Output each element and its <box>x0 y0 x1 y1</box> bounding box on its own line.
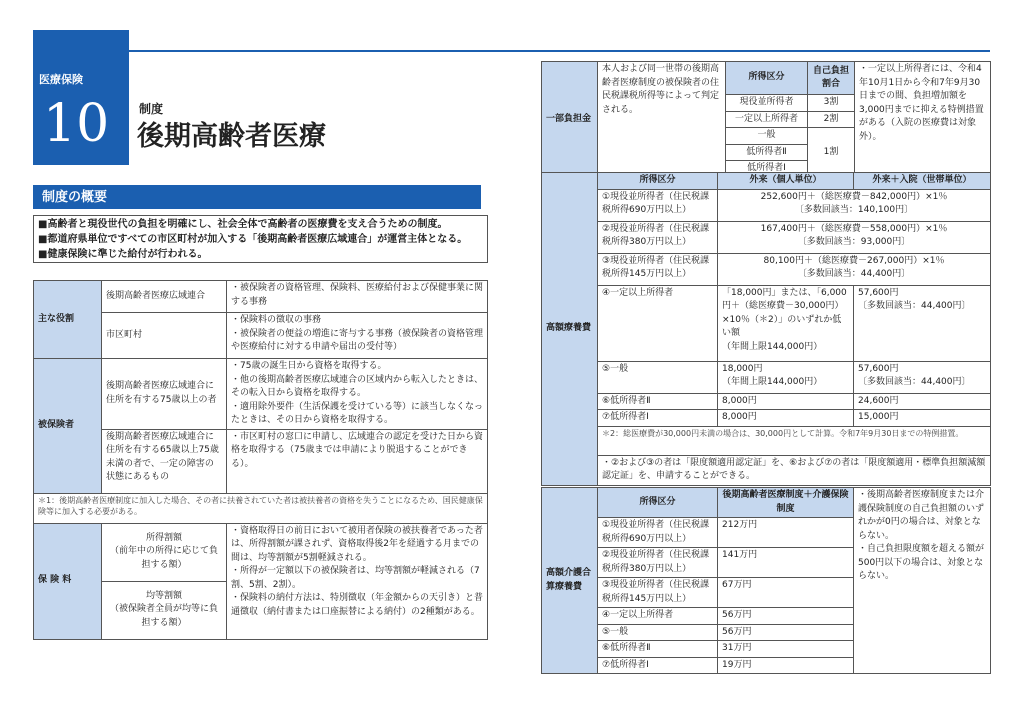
category-label: 医療保険 <box>39 73 83 86</box>
combined-amt: 31万円 <box>718 641 854 658</box>
copay-class: 一般 <box>726 128 808 145</box>
role-desc: ・保険料の徴収の事務 ・被保険者の便益の増進に寄与する事務（被保険者の資格管理や医療給付に対する申請や届出の受付等） <box>227 313 488 359</box>
role-name: 後期高齢者医療広域連合 <box>102 281 227 313</box>
highcost-out-header: 外来（個人単位） <box>718 173 854 190</box>
page-title: 後期高齢者医療 <box>137 121 326 152</box>
highcost-sub: 〔多数回該当：44,400円〕 <box>797 269 911 279</box>
combined-amt: 19万円 <box>718 657 854 674</box>
copay-class: 現役並所得者 <box>726 95 808 112</box>
insured-name: 後期高齢者医療広域連合に住所を有する65歳以上75歳未満の者で、一定の障害の状態にあるもの <box>102 429 227 493</box>
highcost-class-header: 所得区分 <box>598 173 718 190</box>
copay-class: 低所得者Ⅰ <box>726 161 808 178</box>
copay-note: ・一定以上所得者には、令和4年10月1日から令和7年9月30日までの間、負担増加額を3,000円までに抑える特例措置がある（入院の医療費は対象外）。 <box>855 62 991 178</box>
copay-table <box>541 61 991 178</box>
highcost-class: ⑦低所得者Ⅰ <box>598 410 718 427</box>
copay-intro: 本人および同一世帯の後期高齢者医療制度の被保険者の住民税課税所得等によって判定される。 <box>598 62 726 178</box>
highcost-class: ④一定以上所得者 <box>598 285 718 361</box>
highcost-out: 18,000円 （年間上限144,000円） <box>718 361 854 393</box>
role-label: 主な役割 <box>34 281 102 359</box>
overview-box <box>33 215 488 263</box>
combined-label: 高額介護合算療養費 <box>542 488 598 674</box>
role-desc: ・被保険者の資格管理、保険料、医療給付および保健事業に関する事務 <box>227 281 488 313</box>
highcost-out: 「18,000円」または、「6,000円＋（総医療費－30,000円）×10％（＊2）」のいずれか低い額 （年間上限144,000円） <box>718 285 854 361</box>
combined-amt: 141万円 <box>718 548 854 578</box>
highcost-out: 8,000円 <box>718 393 854 410</box>
combined-class: ③現役並所得者（住民税課税所得145万円以上） <box>598 578 718 608</box>
copay-label: 一部負担金 <box>542 62 598 178</box>
combined-note: ・後期高齢者医療制度または介護保険制度の自己負担額のいずれかが0円の場合は、対象とならない。 ・自己負担限度額を超える額が500円以下の場合は、対象とならない。 <box>854 488 991 674</box>
combined-amt: 56万円 <box>718 624 854 641</box>
copay-class: 低所得者Ⅱ <box>726 144 808 161</box>
highcost-all: 24,600円 <box>854 393 991 410</box>
copay-class: 一定以上所得者 <box>726 111 808 128</box>
page-subtitle: 制度 <box>139 102 164 116</box>
copay-rate-header: 自己負担割合 <box>808 62 855 95</box>
premium-name: 所得割額 （前年中の所得に応じて負担する額） <box>102 523 227 581</box>
highcost-all: 57,600円 〔多数回該当：44,400円〕 <box>854 285 991 361</box>
combined-class: ④一定以上所得者 <box>598 608 718 625</box>
highcost-sub: 〔多数回該当：93,000円〕 <box>797 237 911 247</box>
insured-note: ＊1：後期高齢者医療制度に加入した場合、その者に扶養されていた者は被扶養者の資格を失うことになるため、国民健康保険等に加入する必要がある。 <box>34 493 488 523</box>
combined-amt: 212万円 <box>718 518 854 548</box>
highcost-class: ⑤一般 <box>598 361 718 393</box>
highcost-class: ①現役並所得者（住民税課税所得690万円以上） <box>598 189 718 221</box>
combined-class: ⑤一般 <box>598 624 718 641</box>
highcost-table <box>541 172 991 486</box>
highcost-note: ＊2：総医療費が30,000円未満の場合は、30,000円として計算。令和7年9月30日までの特例措置。 <box>598 426 991 455</box>
highcost-note: ・②および③の者は「限度額適用認定証」を、⑥および⑦の者は「限度額適用・標準負担額減額認定証」を、申請することができる。 <box>598 455 991 485</box>
premium-name: 均等割額 （被保険者全員が均等に負担する額） <box>102 581 227 639</box>
overview-item: ■都道府県単位ですべての市区町村が加入する「後期高齢者医療広域連合」が運営主体となる。 <box>38 234 468 245</box>
highcost-sub: 〔多数回該当：140,100円〕 <box>794 205 914 215</box>
highcost-class: ③現役並所得者（住民税課税所得145万円以上） <box>598 253 718 285</box>
insured-desc: ・75歳の誕生日から資格を取得する。 ・他の後期高齢者医療広域連合の区域内から転入したときは、その転入日から資格を取得する。 ・適用除外要件（生活保護を受けている等）に該当しなくなったときは、その日から資格を取得する。 <box>227 359 488 430</box>
left-table <box>33 280 488 640</box>
combined-class: ②現役並所得者（住民税課税所得380万円以上） <box>598 548 718 578</box>
highcost-all: 57,600円 〔多数回該当：44,400円〕 <box>854 361 991 393</box>
combined-class: ⑦低所得者Ⅰ <box>598 657 718 674</box>
highcost-out: 8,000円 <box>718 410 854 427</box>
overview-heading: 制度の概要 <box>33 185 481 209</box>
overview-item: ■健康保険に準じた給付が行われる。 <box>38 249 208 260</box>
copay-rate: 3割 <box>808 95 855 112</box>
highcost-value: 252,600円＋（総医療費－842,000円）×1％ <box>760 191 948 202</box>
highcost-value: 167,400円＋（総医療費－558,000円）×1％ <box>760 223 948 234</box>
role-name: 市区町村 <box>102 313 227 359</box>
combined-amt: 67万円 <box>718 578 854 608</box>
combined-amt-header: 後期高齢者医療制度＋介護保険制度 <box>718 488 854 518</box>
highcost-class: ⑥低所得者Ⅱ <box>598 393 718 410</box>
chapter-number: 10 <box>43 94 110 154</box>
combined-table <box>541 487 991 674</box>
premium-desc: ・資格取得日の前日において被用者保険の被扶養者であった者は、所得割額が課されず、資格取得後2年を経過する月までの間は、均等割額が5割軽減される。 ・所得が一定額以下の被保険者は、均等割額が軽減される（7割、5割、2割）。 ・保険料の納付方法は、特別徴収（年金額からの天引き）と普通徴収（納付書または口座振替による納付）の2種類がある。 <box>227 523 488 639</box>
combined-amt: 56万円 <box>718 608 854 625</box>
copay-class-header: 所得区分 <box>726 62 808 95</box>
insured-label: 被保険者 <box>34 359 102 494</box>
highcost-label: 高額療養費 <box>542 173 598 486</box>
combined-class: ①現役並所得者（住民税課税所得690万円以上） <box>598 518 718 548</box>
premium-label: 保 険 料 <box>34 523 102 639</box>
combined-class-header: 所得区分 <box>598 488 718 518</box>
insured-desc: ・市区町村の窓口に申請し、広域連合の認定を受けた日から資格を取得する（75歳までは申請により脱退することができる）。 <box>227 429 488 493</box>
chapter-badge <box>33 30 129 165</box>
copay-rate: 2割 <box>808 111 855 128</box>
highcost-value: 80,100円＋（総医療費－267,000円）×1％ <box>763 255 945 266</box>
highcost-all: 15,000円 <box>854 410 991 427</box>
overview-item: ■高齢者と現役世代の負担を明確にし、社会全体で高齢者の医療費を支え合うための制度。 <box>38 219 448 230</box>
insured-name: 後期高齢者医療広域連合に住所を有する75歳以上の者 <box>102 359 227 430</box>
highcost-class: ②現役並所得者（住民税課税所得380万円以上） <box>598 221 718 253</box>
copay-rate: 1割 <box>808 128 855 178</box>
top-rule <box>128 50 990 52</box>
combined-class: ⑥低所得者Ⅱ <box>598 641 718 658</box>
highcost-all-header: 外来＋入院（世帯単位） <box>854 173 991 190</box>
